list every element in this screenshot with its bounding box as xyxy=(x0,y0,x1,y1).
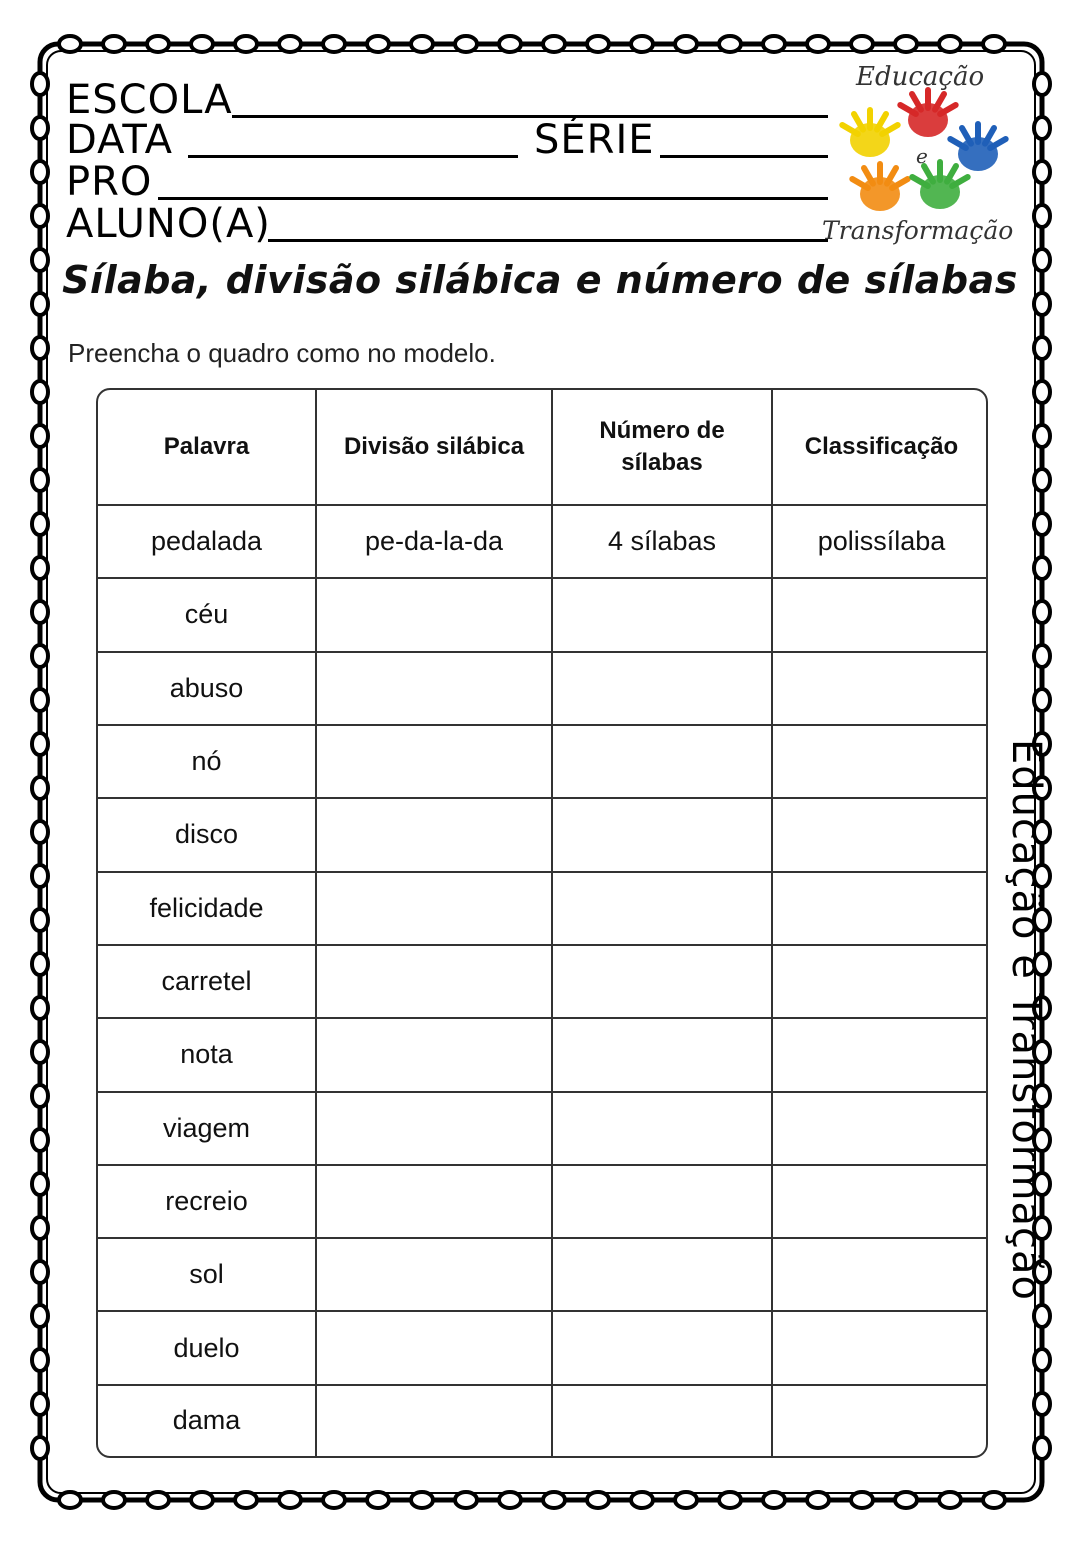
border-bead xyxy=(763,1492,785,1508)
border-bead xyxy=(32,557,48,579)
border-bead xyxy=(1034,425,1050,447)
table-row xyxy=(98,872,988,945)
cell-word: felicidade xyxy=(98,872,316,945)
border-bead xyxy=(719,1492,741,1508)
table-row xyxy=(98,652,988,725)
border-bead xyxy=(191,36,213,52)
table-row xyxy=(98,1311,988,1384)
border-bead xyxy=(32,1129,48,1151)
border-bead xyxy=(455,1492,477,1508)
border-bead xyxy=(851,1492,873,1508)
cell-classification[interactable] xyxy=(772,872,988,945)
border-bead xyxy=(499,36,521,52)
border-bead xyxy=(147,1492,169,1508)
cell-word: nó xyxy=(98,725,316,798)
border-bead xyxy=(675,1492,697,1508)
border-bead xyxy=(807,1492,829,1508)
instruction-text: Preencha o quadro como no modelo. xyxy=(68,338,496,368)
header-palavra: Palavra xyxy=(98,390,316,505)
cell-word: recreio xyxy=(98,1165,316,1238)
border-bead xyxy=(1034,1349,1050,1371)
border-bead xyxy=(587,1492,609,1508)
border-bead xyxy=(411,1492,433,1508)
border-bead xyxy=(983,1492,1005,1508)
header-classificacao: Classificação xyxy=(772,390,988,505)
header-numero-text: Número de sílabas xyxy=(599,416,725,476)
border-bead xyxy=(32,1349,48,1371)
border-bead xyxy=(32,1217,48,1239)
border-bead xyxy=(32,1261,48,1283)
cell-syllable-count[interactable] xyxy=(552,1165,772,1238)
border-bead xyxy=(32,601,48,623)
border-bead xyxy=(1034,1305,1050,1327)
cell-syllable-count[interactable] xyxy=(552,872,772,945)
border-bead xyxy=(32,425,48,447)
cell-syllable-count[interactable] xyxy=(552,1385,772,1456)
logo-text-middle: e xyxy=(916,144,928,168)
border-bead xyxy=(32,205,48,227)
border-bead xyxy=(455,36,477,52)
border-bead xyxy=(367,1492,389,1508)
border-bead xyxy=(411,36,433,52)
border-bead xyxy=(32,161,48,183)
aluno-label: ALUNO(A) xyxy=(66,201,271,247)
border-bead xyxy=(543,36,565,52)
cell-classification[interactable] xyxy=(772,1385,988,1456)
cell-word: dama xyxy=(98,1385,316,1456)
header-numero-de-silabas xyxy=(552,390,772,505)
cell-syllable-division[interactable] xyxy=(316,725,552,798)
border-bead xyxy=(32,117,48,139)
cell-syllable-count[interactable] xyxy=(552,1311,772,1384)
border-bead xyxy=(1034,689,1050,711)
cell-syllable-count[interactable] xyxy=(552,798,772,871)
table-row xyxy=(98,1238,988,1311)
data-label: DATA xyxy=(66,117,174,163)
border-bead xyxy=(719,36,741,52)
border-bead xyxy=(103,36,125,52)
border-bead xyxy=(32,645,48,667)
border-bead xyxy=(851,36,873,52)
cell-syllable-division[interactable] xyxy=(316,1385,552,1456)
cell-word: viagem xyxy=(98,1092,316,1165)
border-bead xyxy=(32,513,48,535)
border-bead xyxy=(32,865,48,887)
table-row xyxy=(98,505,988,578)
cell-syllable-count[interactable]: 4 sílabas xyxy=(552,505,772,578)
border-bead xyxy=(631,36,653,52)
cell-classification[interactable] xyxy=(772,1311,988,1384)
cell-classification[interactable] xyxy=(772,1018,988,1091)
border-bead xyxy=(1034,513,1050,535)
border-bead xyxy=(32,1393,48,1415)
table-header-row xyxy=(98,390,988,505)
cell-word: sol xyxy=(98,1238,316,1311)
cell-classification[interactable] xyxy=(772,945,988,1018)
border-bead xyxy=(939,1492,961,1508)
cell-syllable-division[interactable] xyxy=(316,798,552,871)
border-bead xyxy=(939,36,961,52)
border-bead xyxy=(763,36,785,52)
cell-syllable-count[interactable] xyxy=(552,578,772,651)
table-row xyxy=(98,725,988,798)
border-bead xyxy=(235,1492,257,1508)
cell-word: carretel xyxy=(98,945,316,1018)
cell-word: nota xyxy=(98,1018,316,1091)
border-bead xyxy=(1034,601,1050,623)
border-bead xyxy=(32,1305,48,1327)
cell-syllable-count[interactable] xyxy=(552,1018,772,1091)
border-bead xyxy=(191,1492,213,1508)
syllable-table xyxy=(96,388,988,1458)
border-bead xyxy=(1034,1393,1050,1415)
border-bead xyxy=(895,36,917,52)
escola-label: ESCOLA xyxy=(66,77,233,123)
border-bead xyxy=(587,36,609,52)
border-bead xyxy=(543,1492,565,1508)
border-bead xyxy=(32,1085,48,1107)
border-bead xyxy=(59,1492,81,1508)
border-bead xyxy=(32,689,48,711)
border-bead xyxy=(675,36,697,52)
cell-classification[interactable] xyxy=(772,652,988,725)
border-bead xyxy=(1034,381,1050,403)
border-bead xyxy=(32,1173,48,1195)
cell-classification[interactable] xyxy=(772,725,988,798)
cell-syllable-division[interactable] xyxy=(316,945,552,1018)
cell-syllable-count[interactable] xyxy=(552,652,772,725)
cell-syllable-division[interactable] xyxy=(316,652,552,725)
cell-syllable-division[interactable]: pe-da-la-da xyxy=(316,505,552,578)
table-row xyxy=(98,578,988,651)
border-bead xyxy=(235,36,257,52)
border-bead xyxy=(279,1492,301,1508)
cell-classification[interactable] xyxy=(772,1238,988,1311)
cell-classification[interactable] xyxy=(772,1165,988,1238)
border-bead xyxy=(32,997,48,1019)
cell-classification[interactable] xyxy=(772,1092,988,1165)
educacao-transformacao-logo xyxy=(818,62,1038,252)
escola-line[interactable] xyxy=(232,115,828,118)
border-bead xyxy=(32,469,48,491)
cell-word: abuso xyxy=(98,652,316,725)
border-bead xyxy=(32,73,48,95)
table-row xyxy=(98,945,988,1018)
border-bead xyxy=(59,36,81,52)
border-bead xyxy=(323,1492,345,1508)
page-title: Sílaba, divisão silábica e número de sílabas xyxy=(62,258,1018,302)
cell-syllable-count[interactable] xyxy=(552,725,772,798)
logo-text-top: Educação xyxy=(856,62,985,92)
cell-syllable-division[interactable] xyxy=(316,1165,552,1238)
border-bead xyxy=(499,1492,521,1508)
cell-syllable-division[interactable] xyxy=(316,872,552,945)
header-divisao-silabica: Divisão silábica xyxy=(316,390,552,505)
cell-syllable-count[interactable] xyxy=(552,945,772,1018)
data-line[interactable] xyxy=(188,155,518,158)
border-bead xyxy=(1034,337,1050,359)
border-bead xyxy=(32,337,48,359)
border-bead xyxy=(367,36,389,52)
cell-word: duelo xyxy=(98,1311,316,1384)
logo-text-bottom: Transformação xyxy=(822,216,1014,245)
border-bead xyxy=(807,36,829,52)
border-bead xyxy=(32,821,48,843)
border-bead xyxy=(32,733,48,755)
cell-syllable-division[interactable] xyxy=(316,1018,552,1091)
border-bead xyxy=(32,909,48,931)
border-bead xyxy=(32,381,48,403)
cell-syllable-count[interactable] xyxy=(552,1092,772,1165)
cell-syllable-count[interactable] xyxy=(552,1238,772,1311)
cell-syllable-division[interactable] xyxy=(316,1238,552,1311)
border-bead xyxy=(1034,645,1050,667)
side-watermark: Educação e Transformação xyxy=(1003,739,1049,1301)
cell-word: céu xyxy=(98,578,316,651)
pro-line[interactable] xyxy=(158,197,828,200)
border-bead xyxy=(147,36,169,52)
cell-syllable-division[interactable] xyxy=(316,1092,552,1165)
table-row xyxy=(98,1165,988,1238)
table-row xyxy=(98,1385,988,1456)
serie-label: SÉRIE xyxy=(534,117,655,163)
table-row xyxy=(98,1018,988,1091)
border-bead xyxy=(32,953,48,975)
cell-word: disco xyxy=(98,798,316,871)
border-bead xyxy=(32,1437,48,1459)
cell-syllable-division[interactable] xyxy=(316,1311,552,1384)
cell-syllable-division[interactable] xyxy=(316,578,552,651)
cell-classification[interactable] xyxy=(772,798,988,871)
border-bead xyxy=(1034,469,1050,491)
border-bead xyxy=(1034,557,1050,579)
border-bead xyxy=(103,1492,125,1508)
border-bead xyxy=(32,777,48,799)
cell-word: pedalada xyxy=(98,505,316,578)
border-bead xyxy=(32,1041,48,1063)
border-bead xyxy=(323,36,345,52)
cell-classification[interactable] xyxy=(772,578,988,651)
table-row xyxy=(98,1092,988,1165)
serie-line[interactable] xyxy=(660,155,828,158)
border-bead xyxy=(983,36,1005,52)
table-row xyxy=(98,798,988,871)
border-bead xyxy=(279,36,301,52)
border-bead xyxy=(895,1492,917,1508)
border-bead xyxy=(631,1492,653,1508)
cell-classification[interactable]: polissílaba xyxy=(772,505,988,578)
pro-label: PRO xyxy=(66,159,153,205)
aluno-line[interactable] xyxy=(268,239,828,242)
border-bead xyxy=(1034,1437,1050,1459)
